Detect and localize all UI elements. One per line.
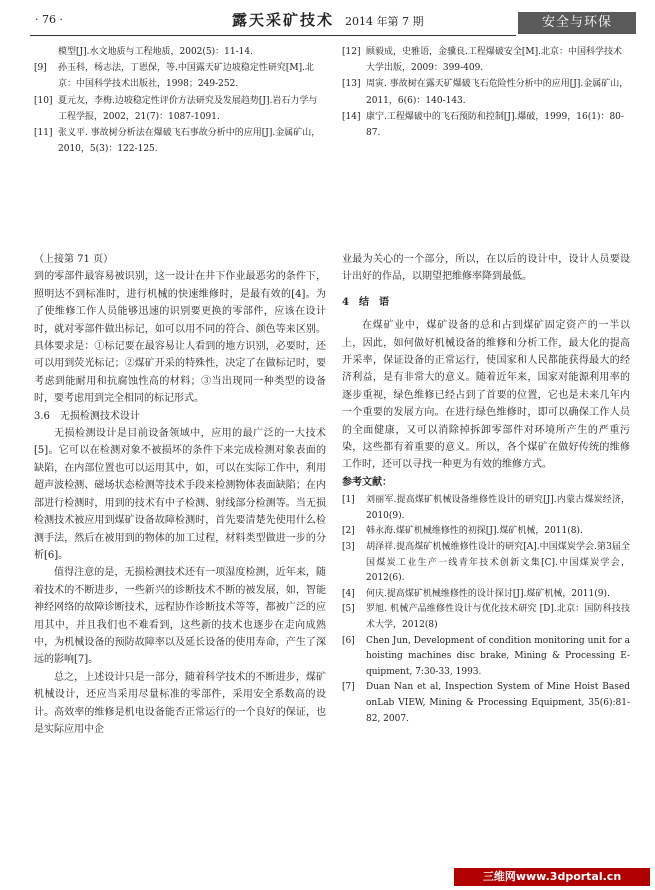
page-number: · 76 ·	[35, 13, 63, 26]
right-column	[342, 251, 630, 727]
references-heading: 参考文献：	[342, 476, 392, 488]
ref-item: [4] 何庆.提高煤矿机械维修性的设计探讨[J].煤矿机械，2011(9).	[342, 588, 610, 599]
section-heading: 4 结 语	[342, 296, 389, 308]
ref-item: [7] Duan Nan et al, Inspection System of Mine Hoist Based onLab VIEW, Mining & Processing Equipment, 35(6):81-82, 2007.	[342, 682, 630, 724]
paragraph: 值得注意的是，无损检测技术还有一项湿度检测，近年来，随着技术的不断进步，一些新兴的诊断技术不断的被发展，如，智能神经网络的故障诊断技术，远程协作诊断技术等等，都被广泛的应用其中，并且我们也不难看到，这些新的技术也逐步在走向成熟中，为机械设备的预防故障率以及延长设备的使用寿命，产生了深远的影响[7]。	[34, 567, 326, 666]
ref-item: 模型[J].水文地质与工程地质，2002(5)：11-14.	[58, 47, 253, 57]
watermark-banner: 三维网www.3dportal.cn	[454, 868, 650, 886]
ref-item: [9] 孙玉科，杨志法，丁恩保，等.中国露天矿边坡稳定性研究[M].北京：中国科学技术出版社，1998；249-252.	[34, 63, 314, 90]
paragraph: 业最为关心的一个部分，所以，在以后的设计中，设计人员要设计出好的作品，以期望把维修率降到最低。	[342, 254, 630, 283]
ref-item: [5] 罗旭. 机械产品维修性设计与优化技术研究 [D].北京：国防科技技术大学，2012(8)	[342, 604, 630, 631]
continued-note: （上接第 71 页）	[34, 254, 114, 265]
paragraph: 到的零部件最容易被识别，这一设计在井下作业最恶劣的条件下，照明达不到标准时，进行机械的快速维修时，是最有效的[4]。为了使维修工作人员能够迅速的识别要更换的零部件，应该在设计时，就对零部件做出标记，如可以用不同的符合、颜色等来区别。具体要求是：①标记要在最容易让人看到的地方识别，必要时，还可以用到荧光标记；②煤矿开采的特殊性，决定了在做标记时，要考虑到能耐用和抗腐蚀性高的材料；③当出现同一种类型的设备时，要考虑用到完全相同的标记形式。	[34, 271, 326, 405]
issue-label: 2014 年第 7 期	[345, 15, 424, 28]
journal-title: 露天采矿技术	[232, 11, 335, 29]
paragraph: 总之，上述设计只是一部分，随着科学技术的不断进步，煤矿机械设计，还应当采用尽量标准的零部件，采用安全系数高的设计。高效率的维修是机电设备能否正常运行的一个良好的保证，也是实际应用中企	[34, 671, 326, 735]
ref-item: [6] Chen Jun, Development of condition monitoring unit for a hoisting machines disc brake, Mining & Processing E-quipment, 7:30-33, 1993.	[342, 635, 630, 677]
ref-item: [13] 周寅. 事故树在露天矿爆破飞石危险性分析中的应用[J].金属矿山，2011，6(6)：140-143.	[342, 79, 629, 106]
ref-item: [2] 韩永海.煤矿机械维修性的初探[J].煤矿机械，2011(8).	[342, 526, 583, 537]
paragraph: 在煤矿业中，煤矿设备的总和占到煤矿固定资产的一半以上，因此，如何做好机械设备的维修和分析工作，最大化的提高开采率，保证设备的正常运行，使国家和人民都能获得最大的经济利益，是有非常大的意义。随着近年来，国家对能源利用率的逐步重视，绿色维修已经占到了首要的位置，它也是未来几年内一个重要的发展方向。在进行绿色维修时，即可以确保工作人员的全面健康，又可以消除掉拆卸零部件对环境所产生的严重污染，这些都有着重要的意义。所以，各个煤矿在做好传统的维修工作时，还可以寻找一种更为有效的维修方式。	[342, 320, 630, 471]
ref-item: [1] 刘丽军.提高煤矿机械设备维修性设计的研究[J].内蒙古煤炭经济，2010(9).	[342, 495, 630, 521]
ref-item: [10] 夏元友，李梅.边坡稳定性评价方法研究及发展趋势[J].岩石力学与工程学报，2002，21(7)：1087-1091.	[34, 95, 318, 122]
page-header	[0, 0, 655, 38]
column-badge: 安全与环保	[518, 12, 636, 34]
top-refs-left	[34, 44, 326, 157]
top-refs-right	[342, 44, 630, 141]
section-heading: 3.6 无损检测技术设计	[34, 410, 140, 422]
paragraph: 无损检测设计是目前设备领域中，应用的最广泛的一大技术[5]。它可以在检测对象不被损坏的条件下来完成检测对象表面的缺陷，在内部位置也可以运用其中，如，可以在实际工作中，利用超声波检测、磁场状态检测等技术手段来检测物体表面缺陷；在内部进行检测时，用到的技术有中子检测、射线部分检测等。当无损检测技术被应用到煤矿设备故障检测时，首先要清楚先使用什么检测手法，然后在被用到的物体的加工过程，材料类型做进一步的分析[6]。	[34, 428, 326, 561]
ref-item: [11] 张义平. 事故树分析法在爆破飞石事故分析中的应用[J].金属矿山，2010，5(3)：122-125.	[34, 128, 321, 155]
header-rule	[30, 35, 516, 36]
ref-item: [3] 胡泽祥.提高煤矿机械维修性设计的研究[A].中国煤炭学会.第3届全国煤炭工业生产一线青年技术创新文集[C].中国煤炭学会，2012(6).	[342, 542, 630, 584]
ref-item: [12] 顾毅成，史雅语，金骥良.工程爆破安全[M].北京：中国科学技术大学出版，2009：399-409.	[342, 47, 622, 74]
ref-item: [14] 康宁.工程爆破中的飞石预防和控制[J].爆破，1999，16(1)：80-87.	[342, 111, 624, 139]
left-column	[34, 251, 326, 738]
references-list	[342, 493, 630, 727]
